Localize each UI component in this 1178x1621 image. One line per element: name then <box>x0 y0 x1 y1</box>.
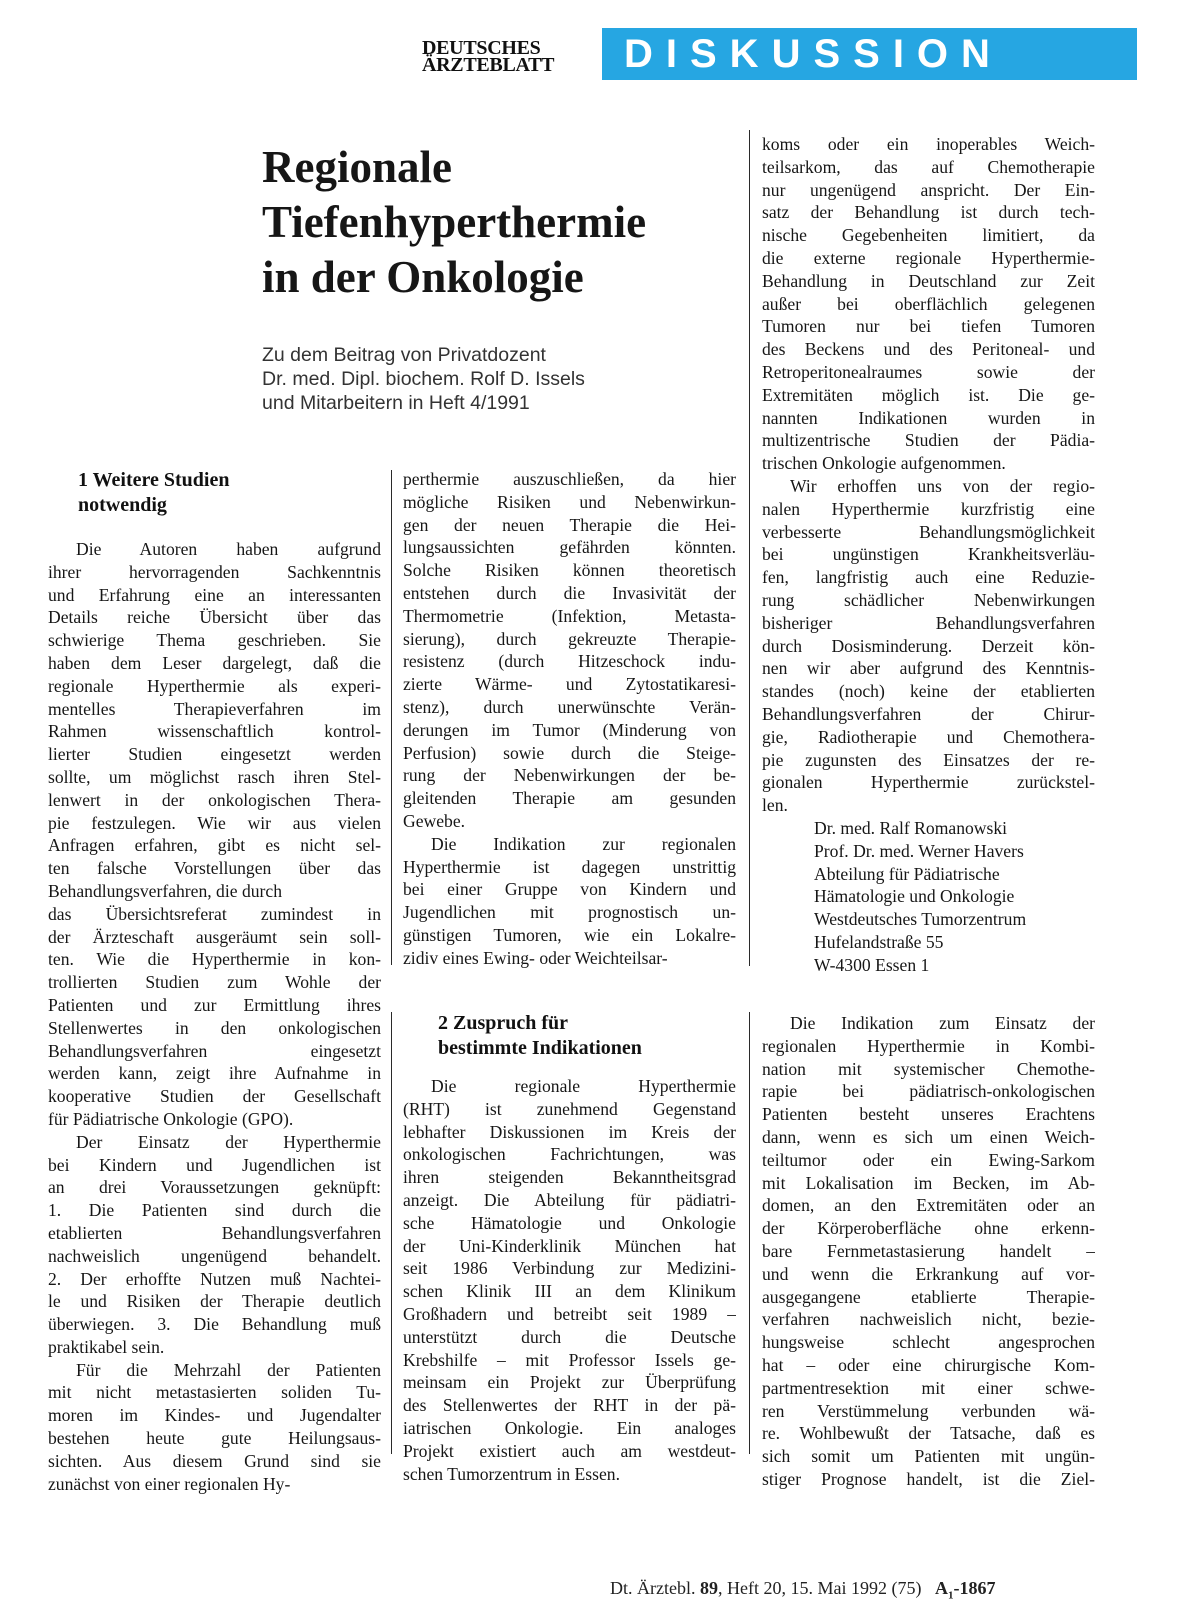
text-line: Hufelandstraße 55 <box>814 931 944 952</box>
text-line: gen der neuen Therapie die Hei- <box>403 514 736 535</box>
title-line: Regionale <box>262 142 452 192</box>
heading-line: bestimmte Indikationen <box>438 1037 642 1059</box>
text-line: Behandlungsverfahren der Chirur- <box>762 703 1095 724</box>
text-line: Gewebe. <box>403 810 466 831</box>
heading-line: 1 Weitere Studien <box>78 469 230 491</box>
text-line: le und Risiken der Therapie deutlich <box>48 1291 381 1312</box>
text-line: gionalen Hyperthermie zurückstel- <box>762 772 1095 793</box>
text-line: nannten Indikationen wurden in <box>762 407 1095 428</box>
text-line: die externe regionale Hyperthermie- <box>762 247 1095 268</box>
text-line: günstigen Tumoren, wie ein Lokalre- <box>403 924 736 945</box>
text-line: Behandlungsverfahren, die durch <box>48 880 283 901</box>
text-line: schen Klinik III an dem Klinikum <box>403 1281 736 1302</box>
text-line: anzeigt. Die Abteilung für pädiatri- <box>403 1189 736 1210</box>
text-line: Retroperitonealraumes sowie der <box>762 361 1095 382</box>
subtitle-line: Zu dem Beitrag von Privatdozent <box>262 344 546 366</box>
text-line: überwiegen. 3. Die Behandlung muß <box>48 1314 381 1335</box>
body-column-3-bottom <box>762 1012 1095 1491</box>
text-line: bei Kindern und Jugendlichen ist <box>48 1154 381 1175</box>
text-line: zidiv eines Ewing- oder Weichteilsar- <box>403 947 668 968</box>
text-line: haben dem Leser dargelegt, daß die <box>48 652 381 673</box>
column-divider <box>749 1012 750 1454</box>
text-line: des Stellenwertes der RHT in der pä- <box>403 1395 736 1416</box>
text-line: Abteilung für Pädiatrische <box>814 863 1000 884</box>
text-line: praktikabel sein. <box>48 1336 165 1357</box>
text-line: außer bei oberflächlich gelegenen <box>762 293 1095 314</box>
text-line: multizentrische Studien der Pädia- <box>762 430 1095 451</box>
text-line: nische Gegebenheiten limitiert, da <box>762 225 1095 246</box>
text-line: stenz), durch unerwünschte Verän- <box>403 696 736 717</box>
text-line: Extremitäten möglich ist. Die ge- <box>762 384 1095 405</box>
heading-line: notwendig <box>78 494 167 516</box>
text-line: sollte, um möglichst rasch ihren Stel- <box>48 766 381 787</box>
text-line: Perfusion) sowie durch die Steige- <box>403 742 736 763</box>
column-divider <box>391 470 392 965</box>
text-line: regionalen Hyperthermie in Kombi- <box>762 1035 1095 1056</box>
text-line: ten falsche Vorstellungen über das <box>48 858 381 879</box>
citation-volume: 89 <box>699 1578 718 1598</box>
text-line: unterstützt durch die Deutsche <box>403 1326 736 1347</box>
text-line: Projekt existiert auch am westdeut- <box>403 1440 736 1461</box>
text-line: werden kann, zeigt ihre Aufnahme in <box>48 1063 381 1084</box>
journal-masthead <box>422 37 590 76</box>
text-line: koms oder ein inoperables Weich- <box>762 134 1095 154</box>
text-line: Hämatologie und Onkologie <box>814 886 1015 907</box>
text-line: regionale Hyperthermie als experi- <box>48 675 381 696</box>
text-line: Anfragen erfahren, gibt es nicht sel- <box>48 835 381 856</box>
body-column-2-bottom <box>403 1075 736 1485</box>
text-line: Die Indikation zum Einsatz der <box>790 1013 1095 1033</box>
text-line: lebhafter Diskussionen im Kreis der <box>403 1121 736 1142</box>
text-line: bei ungünstigen Krankheitsverläu- <box>762 544 1095 565</box>
text-line: der Uni-Kinderklinik München hat <box>403 1235 736 1256</box>
text-line: perthermie auszuschließen, da hier <box>403 469 736 489</box>
text-line: Wir erhoffen uns von der regio- <box>790 475 1095 496</box>
text-line: verbesserte Behandlungsmöglichkeit <box>762 521 1095 542</box>
text-line: an drei Voraussetzungen geknüpft: <box>48 1177 381 1198</box>
text-line: Die regionale Hyperthermie <box>431 1076 736 1096</box>
text-line: der Körperoberfläche ohne erkenn- <box>762 1218 1095 1239</box>
text-line: fen, langfristig auch eine Reduzie- <box>762 567 1095 588</box>
journal-name-line2: ÄRZTEBLATT <box>422 54 555 76</box>
text-line: resistenz (durch Hitzeschock indu- <box>403 651 736 672</box>
text-line: Westdeutsches Tumorzentrum <box>814 909 1027 930</box>
text-line: lenwert in der onkologischen Thera- <box>48 789 381 810</box>
heading-line: 2 Zuspruch für <box>438 1012 569 1034</box>
text-line: für Pädiatrische Onkologie (GPO). <box>48 1108 294 1129</box>
page-prefix: A <box>934 1578 948 1598</box>
text-line: gie, Radiotherapie und Chemothera- <box>762 726 1095 747</box>
text-line: domen, an den Extremitäten oder an <box>762 1195 1095 1216</box>
text-line: pie festzulegen. Wie wir aus vielen <box>48 812 381 833</box>
text-line: ihrer hervorragenden Sachkenntnis <box>48 561 381 582</box>
column-divider <box>749 130 750 966</box>
text-line: sichten. Aus diesem Grund sind sie <box>48 1450 381 1471</box>
text-line: zierte Wärme- und Zytostatikaresi- <box>403 674 736 695</box>
body-column-3-top <box>762 133 1095 817</box>
text-line: gleitenden Therapie am gesunden <box>403 788 736 809</box>
text-line: das Übersichtsreferat zumindest in <box>48 903 381 924</box>
article-subtitle <box>262 343 722 415</box>
text-line: Jugendlichen mit prognostisch un- <box>403 902 736 923</box>
text-line: ren Verstümmelung verbunden wä- <box>762 1400 1095 1421</box>
text-line: Stellenwertes in den onkologischen <box>48 1017 381 1038</box>
citation-issue-date: , Heft 20, 15. Mai 1992 (75) <box>717 1578 922 1598</box>
text-line: nation mit systemischer Chemothe- <box>762 1058 1095 1079</box>
section-banner: DISKUSSION <box>602 28 1137 80</box>
text-line: Dr. med. Ralf Romanowski <box>814 818 1008 838</box>
text-line: Details reiche Übersicht über das <box>48 607 381 628</box>
text-line: Die Indikation zur regionalen <box>431 833 736 854</box>
text-line: bestehen heute gute Heilungsaus- <box>48 1428 381 1449</box>
text-line: hat – oder eine chirurgische Kom- <box>762 1354 1095 1375</box>
text-line: moren im Kindes- und Jugendalter <box>48 1405 381 1426</box>
text-line: bisheriger Behandlungsverfahren <box>762 612 1095 633</box>
text-line: bare Fernmetastasierung handelt – <box>762 1240 1095 1261</box>
text-line: Thermometrie (Infektion, Metasta- <box>403 605 736 626</box>
text-line: hungsweise schlecht angesprochen <box>762 1332 1095 1353</box>
title-line: in der Onkologie <box>262 252 584 302</box>
text-line: satz der Behandlung ist durch tech- <box>762 202 1095 223</box>
text-line: rung der Nebenwirkungen der be- <box>403 765 736 786</box>
text-line: durch Dosisminderung. Derzeit kön- <box>762 635 1095 656</box>
text-line: trischen Onkologie aufgenommen. <box>762 453 1006 474</box>
subtitle-line: Dr. med. Dipl. biochem. Rolf D. Issels <box>262 368 585 390</box>
text-line: mit Lokalisation im Becken, im Ab- <box>762 1172 1095 1193</box>
text-line: und Erfahrung eine an interessanten <box>48 584 381 605</box>
citation-journal: Dt. Ärztebl. <box>610 1578 696 1598</box>
text-line: Patienten und zur Ermittlung ihres <box>48 994 381 1015</box>
text-line: schen Tumorzentrum in Essen. <box>403 1463 620 1484</box>
text-line: dann, wenn es sich um einen Weich- <box>762 1126 1095 1147</box>
text-line: etablierten Behandlungsverfahren <box>48 1222 381 1243</box>
text-line: Prof. Dr. med. Werner Havers <box>814 840 1024 861</box>
text-line: Krebshilfe – mit Professor Issels ge- <box>403 1349 736 1370</box>
text-line: mit nicht metastasierten soliden Tu- <box>48 1382 381 1403</box>
text-line: teiltumor oder ein Ewing-Sarkom <box>762 1149 1095 1170</box>
text-line: sche Hämatologie und Onkologie <box>403 1212 736 1233</box>
text-line: lungsaussichten gefährden könnten. <box>403 537 736 558</box>
text-line: teilsarkom, das auf Chemotherapie <box>762 156 1095 177</box>
page-footer <box>610 1578 1138 1602</box>
text-line: sich somit um Patienten mit ungün- <box>762 1446 1095 1467</box>
page-number: -1867 <box>953 1578 996 1598</box>
text-line: lierter Studien eingesetzt werden <box>48 744 381 765</box>
text-line: W-4300 Essen 1 <box>814 954 930 975</box>
page-subscript: 1 <box>947 1589 954 1602</box>
column-divider <box>391 1012 392 1454</box>
body-column-2 <box>403 468 736 970</box>
text-line: Patienten besteht unseres Erachtens <box>762 1104 1095 1125</box>
text-line: kooperative Studien der Gesellschaft <box>48 1086 381 1107</box>
text-line: entstehen durch die Invasivität der <box>403 582 736 603</box>
text-line: meinsam ein Projekt zur Überprüfung <box>403 1372 736 1393</box>
text-line: 2. Der erhoffte Nutzen muß Nachtei- <box>48 1268 381 1289</box>
text-line: partmentresektion mit einer schwe- <box>762 1377 1095 1398</box>
text-line: stiger Prognose handelt, ist die Ziel- <box>762 1468 1095 1489</box>
text-line: verfahren nachweislich nicht, bezie- <box>762 1309 1095 1330</box>
text-line: und wenn die Erkrankung auf vor- <box>762 1263 1095 1284</box>
text-line: trollierten Studien zum Wohle der <box>48 972 381 993</box>
text-line: seit 1986 Verbindung zur Medizini- <box>403 1258 736 1279</box>
text-line: nalen Hyperthermie kurzfristig eine <box>762 498 1095 519</box>
section-1-heading <box>78 468 229 518</box>
text-line: bei einer Gruppe von Kindern und <box>403 879 736 900</box>
text-line: iatrischen Onkologie. Ein analoges <box>403 1417 736 1438</box>
text-line: Behandlungsverfahren eingesetzt <box>48 1040 381 1061</box>
text-line: mentelles Therapieverfahren im <box>48 698 381 719</box>
text-line: Der Einsatz der Hyperthermie <box>76 1131 381 1152</box>
text-line: mögliche Risiken und Nebenwirkun- <box>403 491 736 512</box>
text-line: Großhadern und betreibt seit 1989 – <box>403 1303 736 1324</box>
author-signature <box>762 817 1095 977</box>
text-line: Behandlung in Deutschland zur Zeit <box>762 270 1095 291</box>
text-line: Hyperthermie ist dagegen unstrittig <box>403 856 736 877</box>
text-line: ten. Wie die Hyperthermie in kon- <box>48 949 381 970</box>
text-line: derungen im Tumor (Minderung von <box>403 719 736 740</box>
text-line: Solche Risiken können theoretisch <box>403 560 736 581</box>
text-line: Für die Mehrzahl der Patienten <box>76 1359 381 1380</box>
section-2-heading <box>438 1011 642 1061</box>
text-line: der Ärzteschaft ausgeräumt sein soll- <box>48 926 381 947</box>
text-line: rapie bei pädiatrisch-onkologischen <box>762 1081 1095 1102</box>
text-line: nur ungenügend anspricht. Der Ein- <box>762 179 1095 200</box>
body-column-1 <box>48 538 381 1495</box>
text-line: standes (noch) keine der etablierten <box>762 681 1095 702</box>
text-line: (RHT) ist zunehmend Gegenstand <box>403 1098 736 1119</box>
text-line: pie zugunsten des Einsatzes der re- <box>762 749 1095 770</box>
text-line: Die Autoren haben aufgrund <box>76 539 381 559</box>
text-line: Tumoren nur bei tiefen Tumoren <box>762 316 1095 337</box>
text-line: nen wir aber aufgrund des Kenntnis- <box>762 658 1095 679</box>
text-line: nachweislich ungenügend behandelt. <box>48 1245 381 1266</box>
text-line: 1. Die Patienten sind durch die <box>48 1200 381 1221</box>
text-line: ausgegangene etablierte Therapie- <box>762 1286 1095 1307</box>
text-line: zunächst von einer regionalen Hy- <box>48 1473 291 1494</box>
text-line: sierung), durch gekreuzte Therapie- <box>403 628 736 649</box>
text-line: des Beckens und des Peritoneal- und <box>762 339 1095 360</box>
journal-name-line1: DEUTSCHES <box>422 37 541 59</box>
text-line: schwierige Thema geschrieben. Sie <box>48 630 381 651</box>
text-line: ihren steigenden Bekanntheitsgrad <box>403 1167 736 1188</box>
subtitle-line: und Mitarbeitern in Heft 4/1991 <box>262 392 530 414</box>
text-line: len. <box>762 795 788 816</box>
title-line: Tiefenhyperthermie <box>262 197 647 247</box>
article-title <box>262 140 762 305</box>
text-line: Rahmen wissenschaftlich kontrol- <box>48 721 381 742</box>
text-line: re. Wohlbewußt der Tatsache, daß es <box>762 1423 1095 1444</box>
text-line: rung schädlicher Nebenwirkungen <box>762 589 1095 610</box>
text-line: onkologischen Fachrichtungen, was <box>403 1144 736 1165</box>
